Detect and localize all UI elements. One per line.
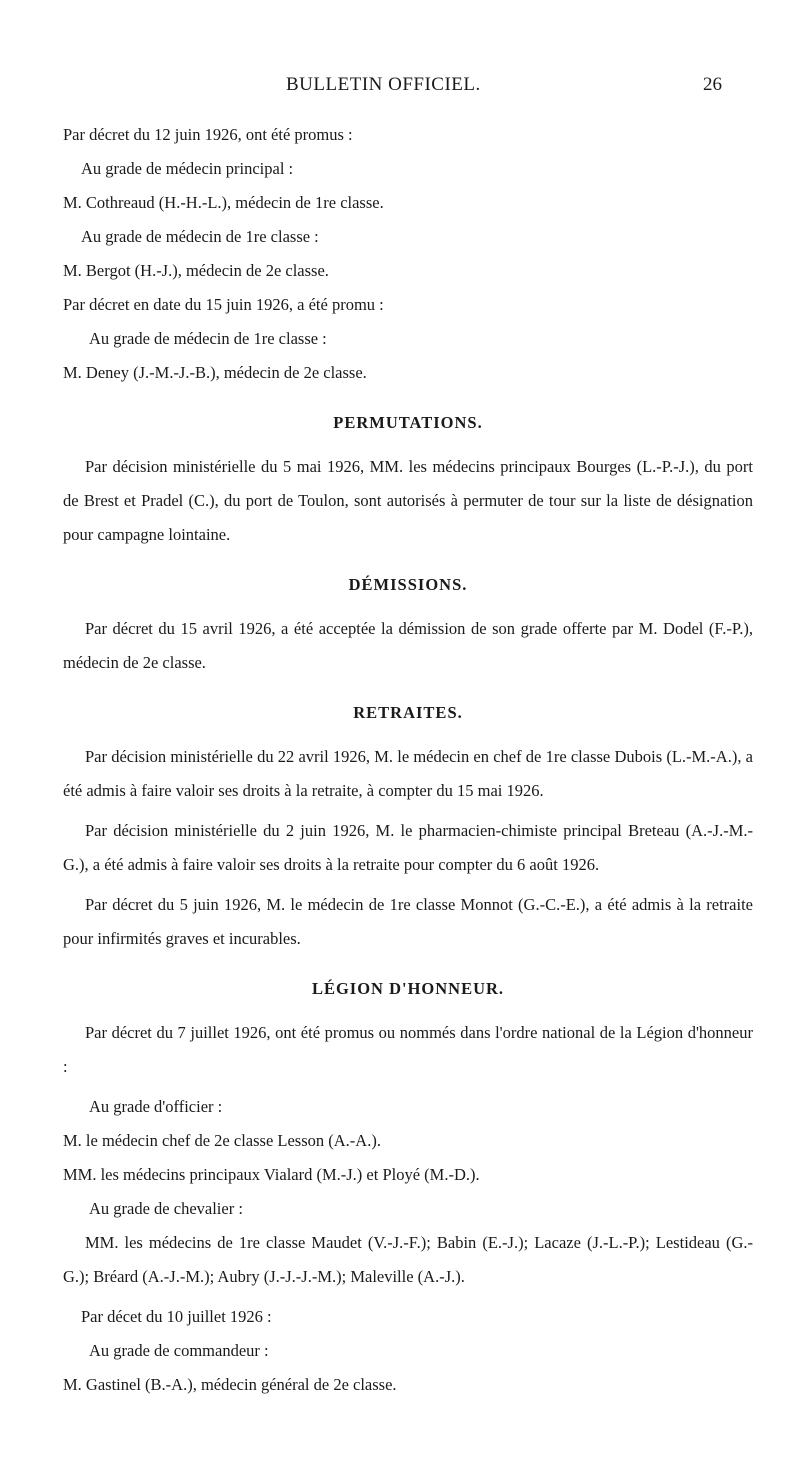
- permutations-heading: PERMUTATIONS.: [333, 413, 483, 432]
- promoted-person-3: M. Deney (J.-M.-J.-B.), médecin de 2e classe.: [63, 363, 367, 382]
- grade-chevalier: Au grade de chevalier :: [89, 1199, 243, 1218]
- grade-medecin-1re-classe-2: Au grade de médecin de 1re classe :: [89, 329, 327, 348]
- document-body: [63, 118, 753, 1402]
- demissions-paragraph: Par décret du 15 avril 1926, a été acceptée la démission de son grade offerte par M. Dodel (F.-P.), médecin de 2e classe.: [63, 619, 753, 672]
- retraite-paragraph-2: Par décision ministérielle du 2 juin 1926, M. le pharmacien-chimiste principal Breteau (A.-J.-M.-G.), a été admis à faire valoir ses droits à la retraite pour compter du 6 août 1926.: [63, 821, 753, 874]
- permutations-paragraph: Par décision ministérielle du 5 mai 1926, MM. les médecins principaux Bourges (L.-P.-J.), du port de Brest et Pradel (C.), du port de Toulon, sont autorisés à permuter de tour sur la liste de désignation pour campagne lointaine.: [63, 457, 753, 544]
- officer-line-2: MM. les médecins principaux Vialard (M.-J.) et Ployé (M.-D.).: [63, 1165, 480, 1184]
- retraites-section: [63, 696, 753, 956]
- running-header: [0, 74, 800, 104]
- legion-honneur-section: [63, 972, 753, 1402]
- legion-heading: LÉGION D'HONNEUR.: [311, 979, 505, 998]
- demissions-heading: DÉMISSIONS.: [348, 575, 468, 594]
- promotion-decree-2: Par décret en date du 15 juin 1926, a été promu :: [63, 295, 384, 314]
- grade-medecin-principal: Au grade de médecin principal :: [81, 159, 294, 178]
- journal-title: BULLETIN OFFICIEL.: [286, 74, 481, 95]
- legion-decree-1: Par décret du 7 juillet 1926, ont été promus ou nommés dans l'ordre national de la Légion d'honneur :: [63, 1023, 753, 1076]
- demissions-section: [63, 568, 753, 680]
- chevaliers-list: MM. les médecins de 1re classe Maudet (V.-J.-F.); Babin (E.-J.); Lacaze (J.-L.-P.); Lestideau (G.-G.); Bréard (A.-J.-M.); Aubry (J.-J.-J.-M.); Maleville (A.-J.).: [63, 1233, 753, 1286]
- promotions-section: [63, 118, 753, 390]
- retraites-heading: RETRAITES.: [353, 703, 463, 722]
- grade-medecin-1re-classe: Au grade de médecin de 1re classe :: [81, 227, 319, 246]
- promotion-decree-1: Par décret du 12 juin 1926, ont été promus :: [63, 125, 353, 144]
- page-number: 26: [703, 74, 722, 95]
- retraite-paragraph-1: Par décision ministérielle du 22 avril 1926, M. le médecin en chef de 1re classe Dubois (L.-M.-A.), a été admis à faire valoir ses droits à la retraite, à compter du 15 mai 1926.: [63, 747, 753, 800]
- retraite-paragraph-3: Par décret du 5 juin 1926, M. le médecin de 1re classe Monnot (G.-C.-E.), a été admis à la retraite pour infirmités graves et incurables.: [63, 895, 753, 948]
- permutations-section: [63, 406, 753, 552]
- promoted-person-2: M. Bergot (H.-J.), médecin de 2e classe.: [63, 261, 329, 280]
- commander-line-1: M. Gastinel (B.-A.), médecin général de 2e classe.: [63, 1375, 397, 1394]
- officer-line-1: M. le médecin chef de 2e classe Lesson (A.-A.).: [63, 1131, 381, 1150]
- promoted-person-1: M. Cothreaud (H.-H.-L.), médecin de 1re classe.: [63, 193, 384, 212]
- grade-officier: Au grade d'officier :: [89, 1097, 223, 1116]
- grade-commandeur: Au grade de commandeur :: [89, 1341, 269, 1360]
- legion-decree-2: Par décet du 10 juillet 1926 :: [81, 1307, 272, 1326]
